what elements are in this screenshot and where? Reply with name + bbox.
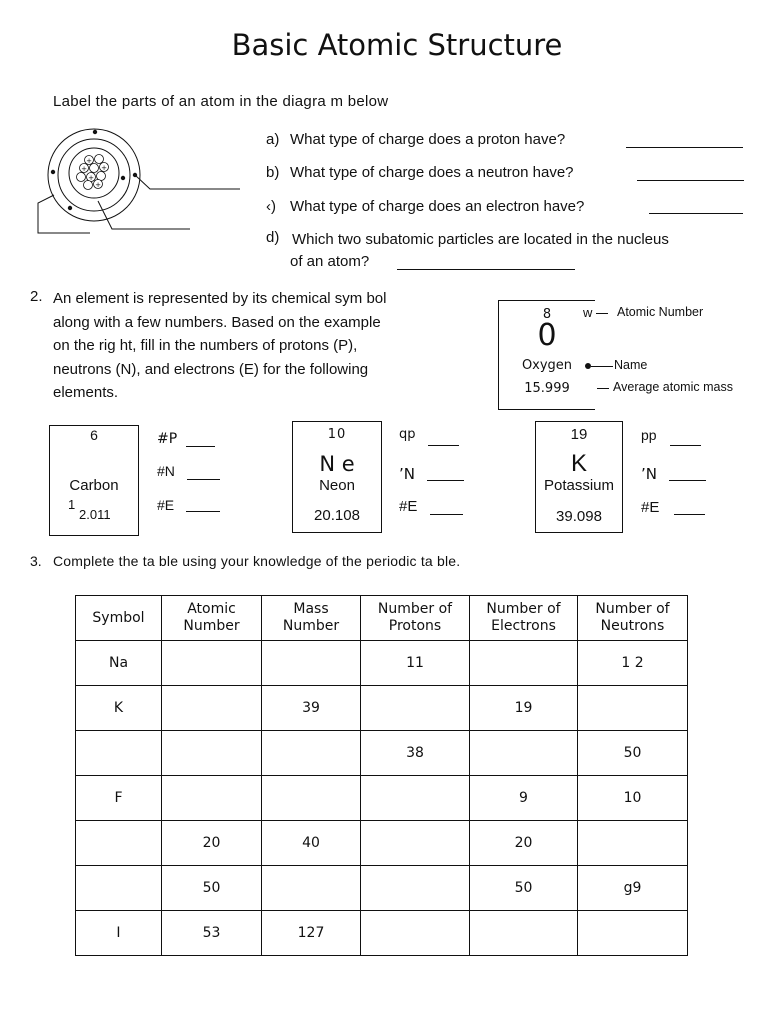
cell-mass-number[interactable]: 39 xyxy=(262,686,361,731)
header-electrons: Number of Electrons xyxy=(470,596,578,641)
q2-line: elements. xyxy=(53,384,119,401)
potassium-neutrons-label: ʼN xyxy=(641,465,657,483)
table-row xyxy=(76,686,688,731)
cell-atomic-number[interactable]: 50 xyxy=(162,866,262,911)
cell-neutrons[interactable]: g9 xyxy=(578,866,688,911)
header-symbol: Symbol xyxy=(76,596,162,641)
potassium-electrons-label: #E xyxy=(641,499,660,516)
carbon-element-tile xyxy=(49,425,139,536)
potassium-protons-label: pp xyxy=(641,427,657,443)
carbon-electrons-label: #E xyxy=(157,497,175,513)
cell-protons[interactable] xyxy=(361,821,470,866)
cell-mass-number[interactable] xyxy=(262,641,361,686)
q1b-text: What type of charge does a neutron have? xyxy=(290,164,574,181)
name-leader xyxy=(591,366,613,367)
table-row xyxy=(76,731,688,776)
q3-instruction: Complete the ta ble using your knowledge of the periodic ta ble. xyxy=(53,553,461,569)
atom-diagram xyxy=(30,125,260,240)
neon-mass: 20.108 xyxy=(314,507,360,524)
cell-protons[interactable] xyxy=(361,911,470,956)
mass-leader xyxy=(597,388,609,389)
cell-neutrons[interactable]: 10 xyxy=(578,776,688,821)
cell-mass-number[interactable] xyxy=(262,731,361,776)
table-row xyxy=(76,866,688,911)
svg-text:+: + xyxy=(88,174,94,182)
q1c-answer-blank[interactable] xyxy=(649,213,743,214)
example-element-tile xyxy=(498,300,595,410)
cell-neutrons[interactable] xyxy=(578,686,688,731)
cell-electrons[interactable]: 20 xyxy=(470,821,578,866)
cell-symbol[interactable]: I xyxy=(76,911,162,956)
potassium-atomic-number: 19 xyxy=(570,426,588,443)
carbon-neutrons-label: #N xyxy=(157,463,175,479)
cell-protons[interactable] xyxy=(361,776,470,821)
cell-electrons[interactable]: 19 xyxy=(470,686,578,731)
q2-line: along with a few numbers. Based on the example xyxy=(53,313,381,331)
header-protons: Number of Protons xyxy=(361,596,470,641)
cell-electrons[interactable]: 50 xyxy=(470,866,578,911)
carbon-mass-prefix: 1 xyxy=(68,497,76,512)
q1d-letter: d) xyxy=(266,229,280,246)
q2-number: 2. xyxy=(30,288,43,305)
potassium-symbol: K xyxy=(570,450,587,477)
cell-electrons[interactable] xyxy=(470,911,578,956)
cell-atomic-number[interactable]: 20 xyxy=(162,821,262,866)
cell-protons[interactable] xyxy=(361,866,470,911)
cell-symbol[interactable] xyxy=(76,731,162,776)
q2-paragraph xyxy=(53,287,386,405)
cell-atomic-number[interactable] xyxy=(162,731,262,776)
neon-protons-label: qp xyxy=(399,427,416,442)
carbon-mass: 2.011 xyxy=(79,507,111,522)
neon-neutrons-blank[interactable] xyxy=(427,480,464,481)
potassium-element-tile xyxy=(535,421,623,533)
cell-protons[interactable]: 11 xyxy=(361,641,470,686)
neon-protons-blank[interactable] xyxy=(428,445,459,446)
q1a-letter: a) xyxy=(266,131,280,148)
q1b-answer-blank[interactable] xyxy=(637,180,744,181)
cell-symbol[interactable] xyxy=(76,821,162,866)
neon-electrons-label: #E xyxy=(399,498,418,515)
q2-line: on the rig ht, fill in the numbers of protons (P), xyxy=(53,337,358,354)
q1-instruction: Label the parts of an atom in the diagra m below xyxy=(53,93,389,110)
example-tile-top-border xyxy=(499,300,595,301)
cell-neutrons[interactable]: 50 xyxy=(578,731,688,776)
header-neutrons: Number of Neutrons xyxy=(578,596,688,641)
potassium-neutrons-blank[interactable] xyxy=(669,480,706,481)
table-row xyxy=(76,641,688,686)
cell-mass-number[interactable]: 127 xyxy=(262,911,361,956)
potassium-electrons-blank[interactable] xyxy=(674,514,705,515)
carbon-protons-blank[interactable] xyxy=(186,446,215,447)
cell-protons[interactable]: 38 xyxy=(361,731,470,776)
example-atomic-number: 8 xyxy=(542,307,552,322)
cell-mass-number[interactable] xyxy=(262,776,361,821)
svg-text:+: + xyxy=(86,157,92,165)
potassium-mass: 39.098 xyxy=(556,508,602,525)
carbon-name: Carbon xyxy=(69,477,119,494)
neon-atomic-number: 10 xyxy=(327,427,347,442)
cell-neutrons[interactable]: 1 2 xyxy=(578,641,688,686)
q1d-text-line2: of an atom? xyxy=(290,253,370,270)
cell-protons[interactable] xyxy=(361,686,470,731)
cell-symbol[interactable]: Na xyxy=(76,641,162,686)
example-name: Oxygen xyxy=(521,358,573,373)
carbon-atomic-number: 6 xyxy=(90,427,98,443)
periodic-table-worksheet xyxy=(75,595,688,956)
table-header-row xyxy=(76,596,688,641)
cell-electrons[interactable] xyxy=(470,731,578,776)
q1b-letter: b) xyxy=(266,164,280,181)
example-symbol: 0 xyxy=(537,318,557,353)
cell-atomic-number[interactable]: 53 xyxy=(162,911,262,956)
q2-line: An element is represented by its chemical sym bol xyxy=(53,290,387,307)
cell-atomic-number[interactable] xyxy=(162,641,262,686)
cell-atomic-number[interactable] xyxy=(162,776,262,821)
q1d-answer-blank[interactable] xyxy=(397,269,575,270)
svg-text:+: + xyxy=(95,181,101,189)
neon-element-tile xyxy=(292,421,382,533)
cell-atomic-number[interactable] xyxy=(162,686,262,731)
cell-electrons[interactable]: 9 xyxy=(470,776,578,821)
atomic-number-leader xyxy=(596,313,608,314)
example-w-mark: w xyxy=(583,305,593,320)
neon-name: Neon xyxy=(319,477,355,494)
label-average-atomic-mass: Average atomic mass xyxy=(613,380,733,394)
q1d-text: Which two subatomic particles are located in the nucleus xyxy=(292,231,669,248)
svg-text:+: + xyxy=(81,165,87,173)
q1c-text: What type of charge does an electron have? xyxy=(290,198,585,215)
cell-mass-number[interactable] xyxy=(262,866,361,911)
cell-mass-number[interactable]: 40 xyxy=(262,821,361,866)
neon-electrons-blank[interactable] xyxy=(430,514,463,515)
cell-neutrons[interactable] xyxy=(578,821,688,866)
q1c-letter: ‹) xyxy=(266,198,276,215)
nucleus-outline xyxy=(69,148,119,198)
q1a-answer-blank[interactable] xyxy=(626,147,743,148)
header-mass-number: Mass Number xyxy=(262,596,361,641)
neon-symbol: N e xyxy=(319,452,355,476)
cell-symbol[interactable] xyxy=(76,866,162,911)
svg-text:+: + xyxy=(101,164,107,172)
carbon-electrons-blank[interactable] xyxy=(186,511,220,512)
label-name: Name xyxy=(614,358,648,372)
potassium-protons-blank[interactable] xyxy=(670,445,701,446)
q2-line: neutrons (N), and electrons (E) for the following xyxy=(53,360,369,378)
header-atomic-number: Atomic Number xyxy=(162,596,262,641)
cell-electrons[interactable] xyxy=(470,641,578,686)
carbon-protons-label: #P xyxy=(157,431,178,447)
example-mass: 15.999 xyxy=(524,381,570,396)
table-row xyxy=(76,911,688,956)
cell-symbol[interactable]: K xyxy=(76,686,162,731)
page-title: Basic Atomic Structure xyxy=(231,28,563,62)
q1a-text: What type of charge does a proton have? xyxy=(290,131,566,148)
table-row xyxy=(76,821,688,866)
potassium-name: Potassium xyxy=(543,477,615,494)
label-atomic-number: Atomic Number xyxy=(617,305,704,319)
neon-neutrons-label: ʼN xyxy=(399,465,415,483)
table-row xyxy=(76,776,688,821)
carbon-neutrons-blank[interactable] xyxy=(187,479,220,480)
q3-number: 3. xyxy=(30,553,42,569)
cell-neutrons[interactable] xyxy=(578,911,688,956)
cell-symbol[interactable]: F xyxy=(76,776,162,821)
